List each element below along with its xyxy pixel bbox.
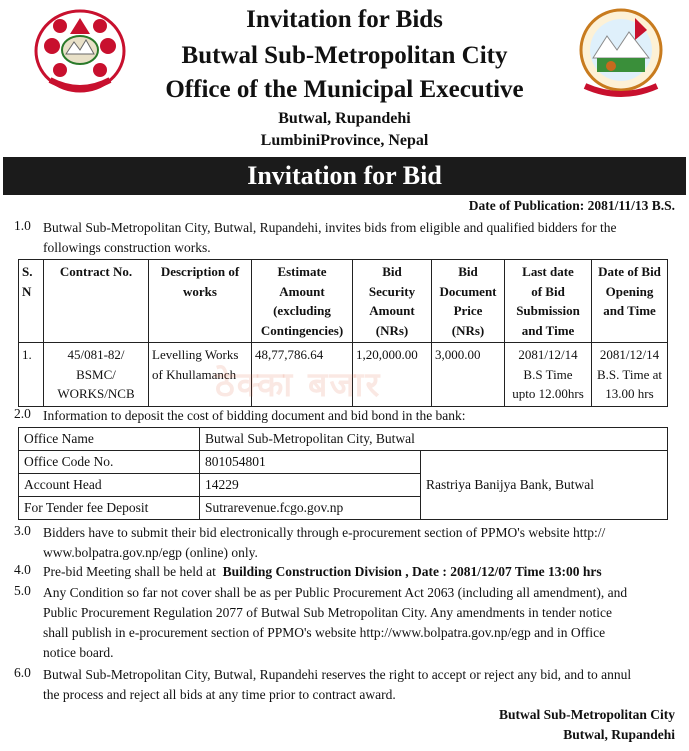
section-5-line-2: Public Procurement Regulation 2077 of Butwal Sub Metropolitan City. Any amendments in tender notice [43, 605, 613, 620]
section-1-line-1: Butwal Sub-Metropolitan City, Butwal, Rupandehi, invites bids from eligible and qualified bidders for the [43, 220, 617, 235]
section-3-line-1: Bidders have to submit their bid electronically through e-procurement section of PPMO's website http:// [43, 525, 606, 540]
header-province: LumbiniProvince, Nepal [260, 132, 429, 149]
publication-date: Date of Publication: 2081/11/13 B.S. [468, 198, 675, 213]
section-6-number: 6.0 [14, 665, 31, 680]
section-3-line-2: www.bolpatra.gov.np/egp (online) only. [43, 545, 258, 560]
cell-bid-security: 1,20,000.00 [353, 343, 432, 407]
section-5-line-4: notice board. [43, 645, 114, 660]
section-5-text [43, 583, 683, 663]
col-document-price: Bid Document Price (NRs) [432, 260, 505, 343]
header-title-invitation: Invitation for Bids [246, 6, 443, 33]
section-3-text [43, 523, 683, 563]
section-6-line-1: Butwal Sub-Metropolitan City, Butwal, Rupandehi reserves the right to accept or reject any bid, and to annul [43, 667, 632, 682]
watermark: ठेक्का बजार [215, 365, 382, 405]
signature-location: Butwal, Rupandehi [563, 727, 675, 742]
section-4-text [43, 562, 683, 582]
header-city-name: Butwal Sub-Metropolitan City [181, 42, 508, 69]
section-1-number: 1.0 [14, 218, 31, 233]
bank-name: Rastriya Banijya Bank, Butwal [421, 451, 668, 520]
notice-banner: Invitation for Bid [3, 157, 686, 195]
office-name-label: Office Name [19, 428, 200, 451]
section-1-text [43, 218, 683, 258]
section-3-number: 3.0 [14, 523, 31, 538]
cell-description: Levelling Works of Khullamanch [149, 343, 252, 407]
cell-estimate: 48,77,786.64 [252, 343, 353, 407]
account-head-label: Account Head [19, 474, 200, 497]
office-code-label: Office Code No. [19, 451, 200, 474]
signature-city: Butwal Sub-Metropolitan City [498, 707, 675, 722]
cell-opening-date: 2081/12/14 B.S. Time at 13.00 hrs [592, 343, 668, 407]
office-code-value: 801054801 [200, 451, 421, 474]
table-row [19, 451, 668, 474]
table-header-row [19, 260, 668, 343]
col-opening-date: Date of Bid Opening and Time [592, 260, 668, 343]
tender-fee-label: For Tender fee Deposit [19, 497, 200, 520]
section-5-number: 5.0 [14, 583, 31, 598]
cell-last-date: 2081/12/14 B.S Time upto 12.00hrs [505, 343, 592, 407]
tender-fee-value: Sutrarevenue.fcgo.gov.np [200, 497, 421, 520]
cell-contract-no: 45/081-82/ BSMC/ WORKS/NCB [44, 343, 149, 407]
section-4-prefix: Pre-bid Meeting shall be held at [43, 564, 216, 579]
col-sn: S. N [19, 260, 44, 343]
table-row [19, 428, 668, 451]
section-2-number: 2.0 [14, 406, 31, 421]
office-name-value: Butwal Sub-Metropolitan City, Butwal [200, 428, 668, 451]
section-5-line-3: shall publish in e-procurement section of PPMO's website http://www.bolpatra.gov.np/egp and in Office [43, 625, 606, 640]
col-last-date: Last date of Bid Submission and Time [505, 260, 592, 343]
col-estimate: Estimate Amount (excluding Contingencies) [252, 260, 353, 343]
section-4-meeting-details: Building Construction Division , Date : 2081/12/07 Time 13:00 hrs [222, 564, 602, 579]
cell-document-price: 3,000.00 [432, 343, 505, 407]
cell-sn: 1. [19, 343, 44, 407]
section-5-line-1: Any Condition so far not cover shall be as per Public Procurement Act 2063 (including all amendment), and [43, 585, 628, 600]
account-head-value: 14229 [200, 474, 421, 497]
col-contract-no: Contract No. [44, 260, 149, 343]
section-6-line-2: the process and reject all bids at any time prior to contract award. [43, 687, 396, 702]
section-4-number: 4.0 [14, 562, 31, 577]
bank-info-table [18, 427, 668, 520]
col-description: Description of works [149, 260, 252, 343]
section-1-line-2: followings construction works. [43, 240, 211, 255]
section-6-text [43, 665, 683, 705]
col-bid-security: Bid Security Amount (NRs) [353, 260, 432, 343]
section-2-text: Information to deposit the cost of bidding document and bid bond in the bank: [43, 408, 466, 423]
header-location: Butwal, Rupandehi [278, 110, 411, 127]
header-office-name: Office of the Municipal Executive [165, 76, 524, 103]
